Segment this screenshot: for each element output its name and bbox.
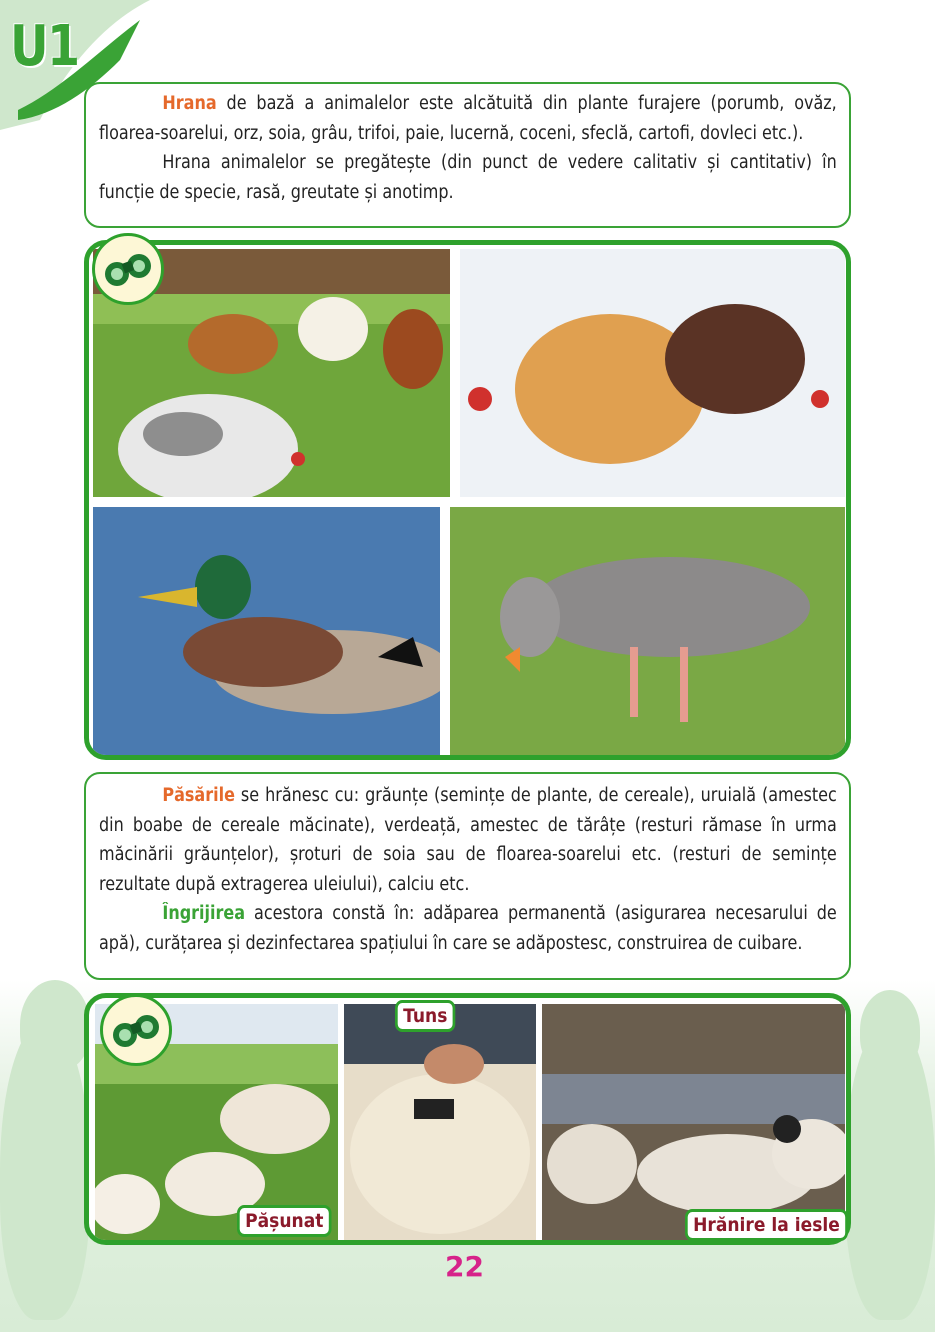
greylag-goose-photo xyxy=(450,507,845,755)
intro-paragraph-1: Hrana de bază a animalelor este alcătuită din plante furajere (porumb, ovăz, floarea-soarelui, orz, soia, grâu, trifoi, paie, lucernă, coceni, sfeclă, cartofi, dovleci etc.). xyxy=(99,93,837,144)
term-hrana: Hrana xyxy=(162,93,217,114)
intro-paragraph-2: Hrana animalelor se pregătește (din punct de vedere calitativ și cantitativ) în funcție de specie, rasă, greutate și anotimp. xyxy=(99,152,837,203)
term-ingrijirea: Îngrijirea xyxy=(162,903,246,924)
binoculars-badge-2 xyxy=(100,994,172,1066)
sheep-shearing-photo xyxy=(344,1004,536,1240)
page-number: 22 xyxy=(445,1250,484,1283)
birds-photo-panel xyxy=(84,240,851,760)
birds-paragraph-1: Păsările se hrănesc cu: grăunțe (semințe de plante, de cereale), uruială (amestec din boabe de cereale măcinate), verdeață, amestec de tărâțe (resturi rămase în urma măcinării grăunțelor), șroturi de soia sau de floarea-soarelui etc. (resturi de semințe rezultate după extragerea uleiului), calciu etc. xyxy=(99,785,837,895)
term-pasarile: Păsările xyxy=(162,785,235,806)
label-tuns: Tuns xyxy=(395,1000,456,1032)
unit-label: U1 xyxy=(10,14,79,79)
mallard-duck-photo xyxy=(93,507,440,755)
sheep-photo-panel xyxy=(84,993,851,1245)
birds-paragraph-2: Îngrijirea acestora constă în: adăparea permanentă (asigurarea necesarului de apă), curățarea și dezinfectarea spațiului în care se adăpostesc, construirea de cuibare. xyxy=(99,903,837,954)
chickens-in-snow-photo xyxy=(460,249,845,497)
sheep-feeding-trough-photo xyxy=(542,1004,845,1240)
birds-text-box xyxy=(84,772,851,980)
binoculars-icon xyxy=(103,997,169,1063)
binoculars-icon xyxy=(95,236,161,302)
binoculars-badge xyxy=(92,233,164,305)
label-pasunat: Pășunat xyxy=(237,1205,332,1237)
label-hranire-la-iesle: Hrănire la iesle xyxy=(685,1209,848,1241)
intro-text-box xyxy=(84,82,851,228)
